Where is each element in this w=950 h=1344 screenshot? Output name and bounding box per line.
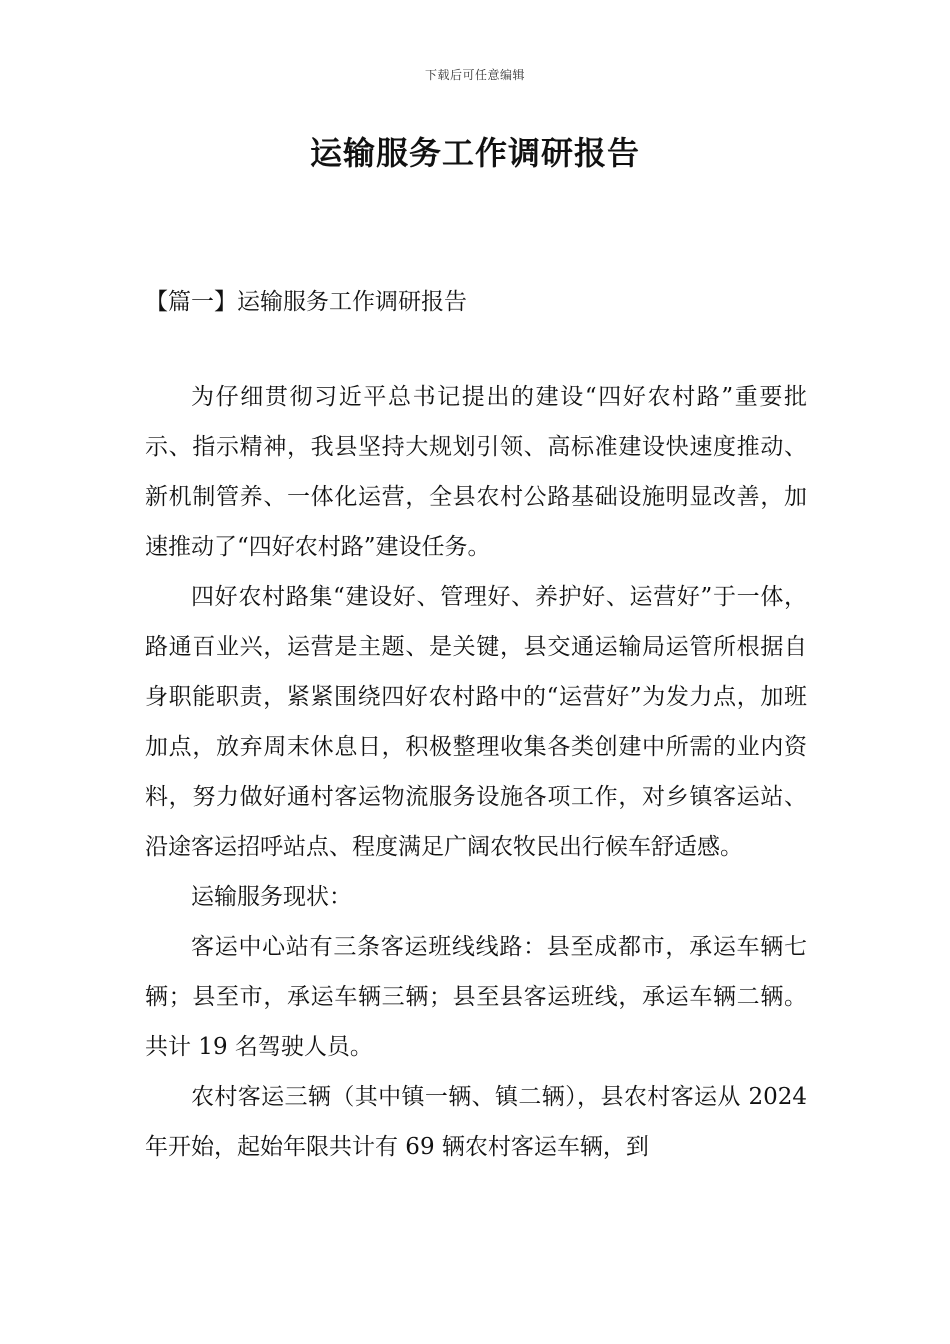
header-note: 下载后可任意编辑 [424, 68, 525, 82]
body-text [145, 372, 807, 1172]
paragraph: 四好农村路集“建设好、管理好、养护好、运营好”于一体，路通百业兴，运营是主题、是关键，县交通运输局运管所根据自身职能职责，紧紧围绕四好农村路中的“运营好”为发力点，加班加点，放弃周末休息日，积极整理收集各类创建中所需的业内资料，努力做好通村客运物流服务设施各项工作，对乡镇客运站、沿途客运招呼站点、程度满足广阔农牧民出行候车舒适感。 [145, 584, 807, 860]
section-heading: 【篇一】运输服务工作调研报告 [145, 289, 467, 315]
paragraph: 运输服务现状： [191, 884, 352, 910]
paragraph: 客运中心站有三条客运班线线路：县至成都市，承运车辆七辆；县至市，承运车辆三辆；县至县客运班线，承运车辆二辆。共计 19 名驾驶人员。 [145, 934, 807, 1060]
document-title: 运输服务工作调研报告 [309, 134, 640, 172]
paragraph: 为仔细贯彻习近平总书记提出的建设“四好农村路”重要批示、指示精神，我县坚持大规划引领、高标准建设快速度推动、新机制管养、一体化运营，全县农村公路基础设施明显改善，加速推动了“四好农村路”建设任务。 [145, 384, 807, 560]
paragraph: 农村客运三辆（其中镇一辆、镇二辆），县农村客运从 2024 年开始，起始年限共计有 69 辆农村客运车辆，到 [145, 1084, 807, 1160]
